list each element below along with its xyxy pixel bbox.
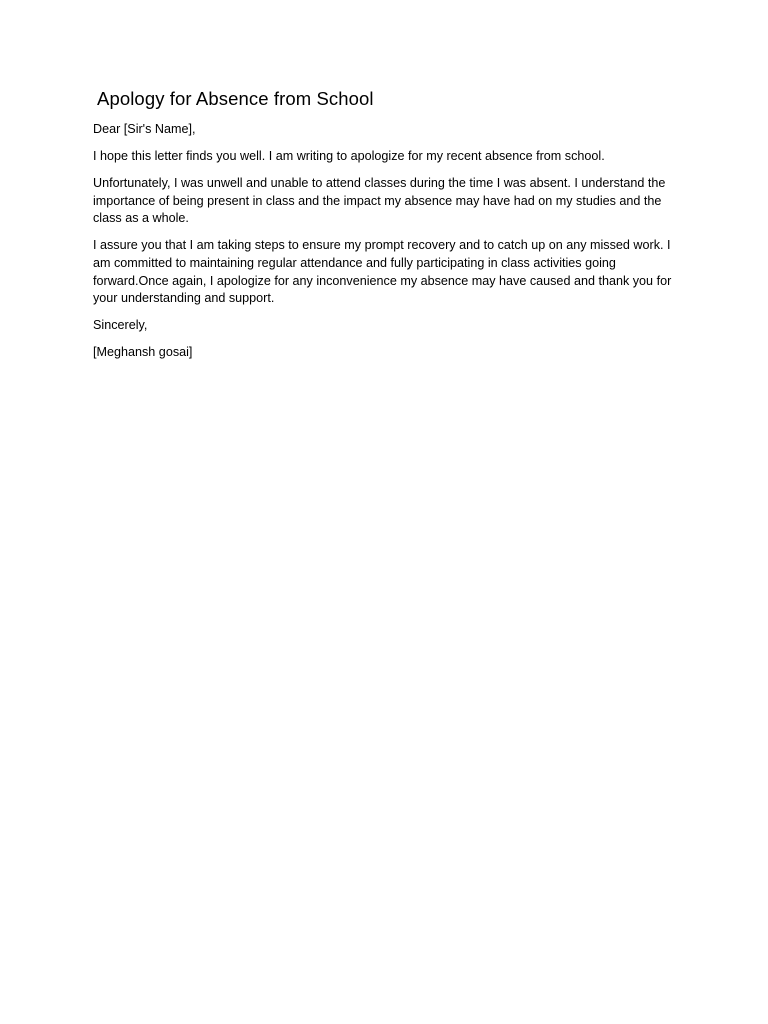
closing: Sincerely,: [93, 318, 148, 333]
paragraph-reason: Unfortunately, I was unwell and unable to attend classes during the time I was absent. I understand the importance of being present in class and the impact my absence may have had on my studies and the class as a whole.: [93, 176, 666, 226]
letter-title: Apology for Absence from School: [97, 88, 374, 109]
paragraph-commitment: I assure you that I am taking steps to ensure my prompt recovery and to catch up on any missed work. I am committed to maintaining regular attendance and fully participating in class activities going forward.Once again, I apologize for any inconvenience my absence may have caused and thank you for your understanding and support.: [93, 238, 672, 306]
letter-body: [93, 86, 677, 372]
paragraph-intro: I hope this letter finds you well. I am writing to apologize for my recent absence from school.: [93, 149, 605, 164]
salutation: Dear [Sir's Name],: [93, 122, 196, 136]
signature: [Meghansh gosai]: [93, 345, 193, 360]
